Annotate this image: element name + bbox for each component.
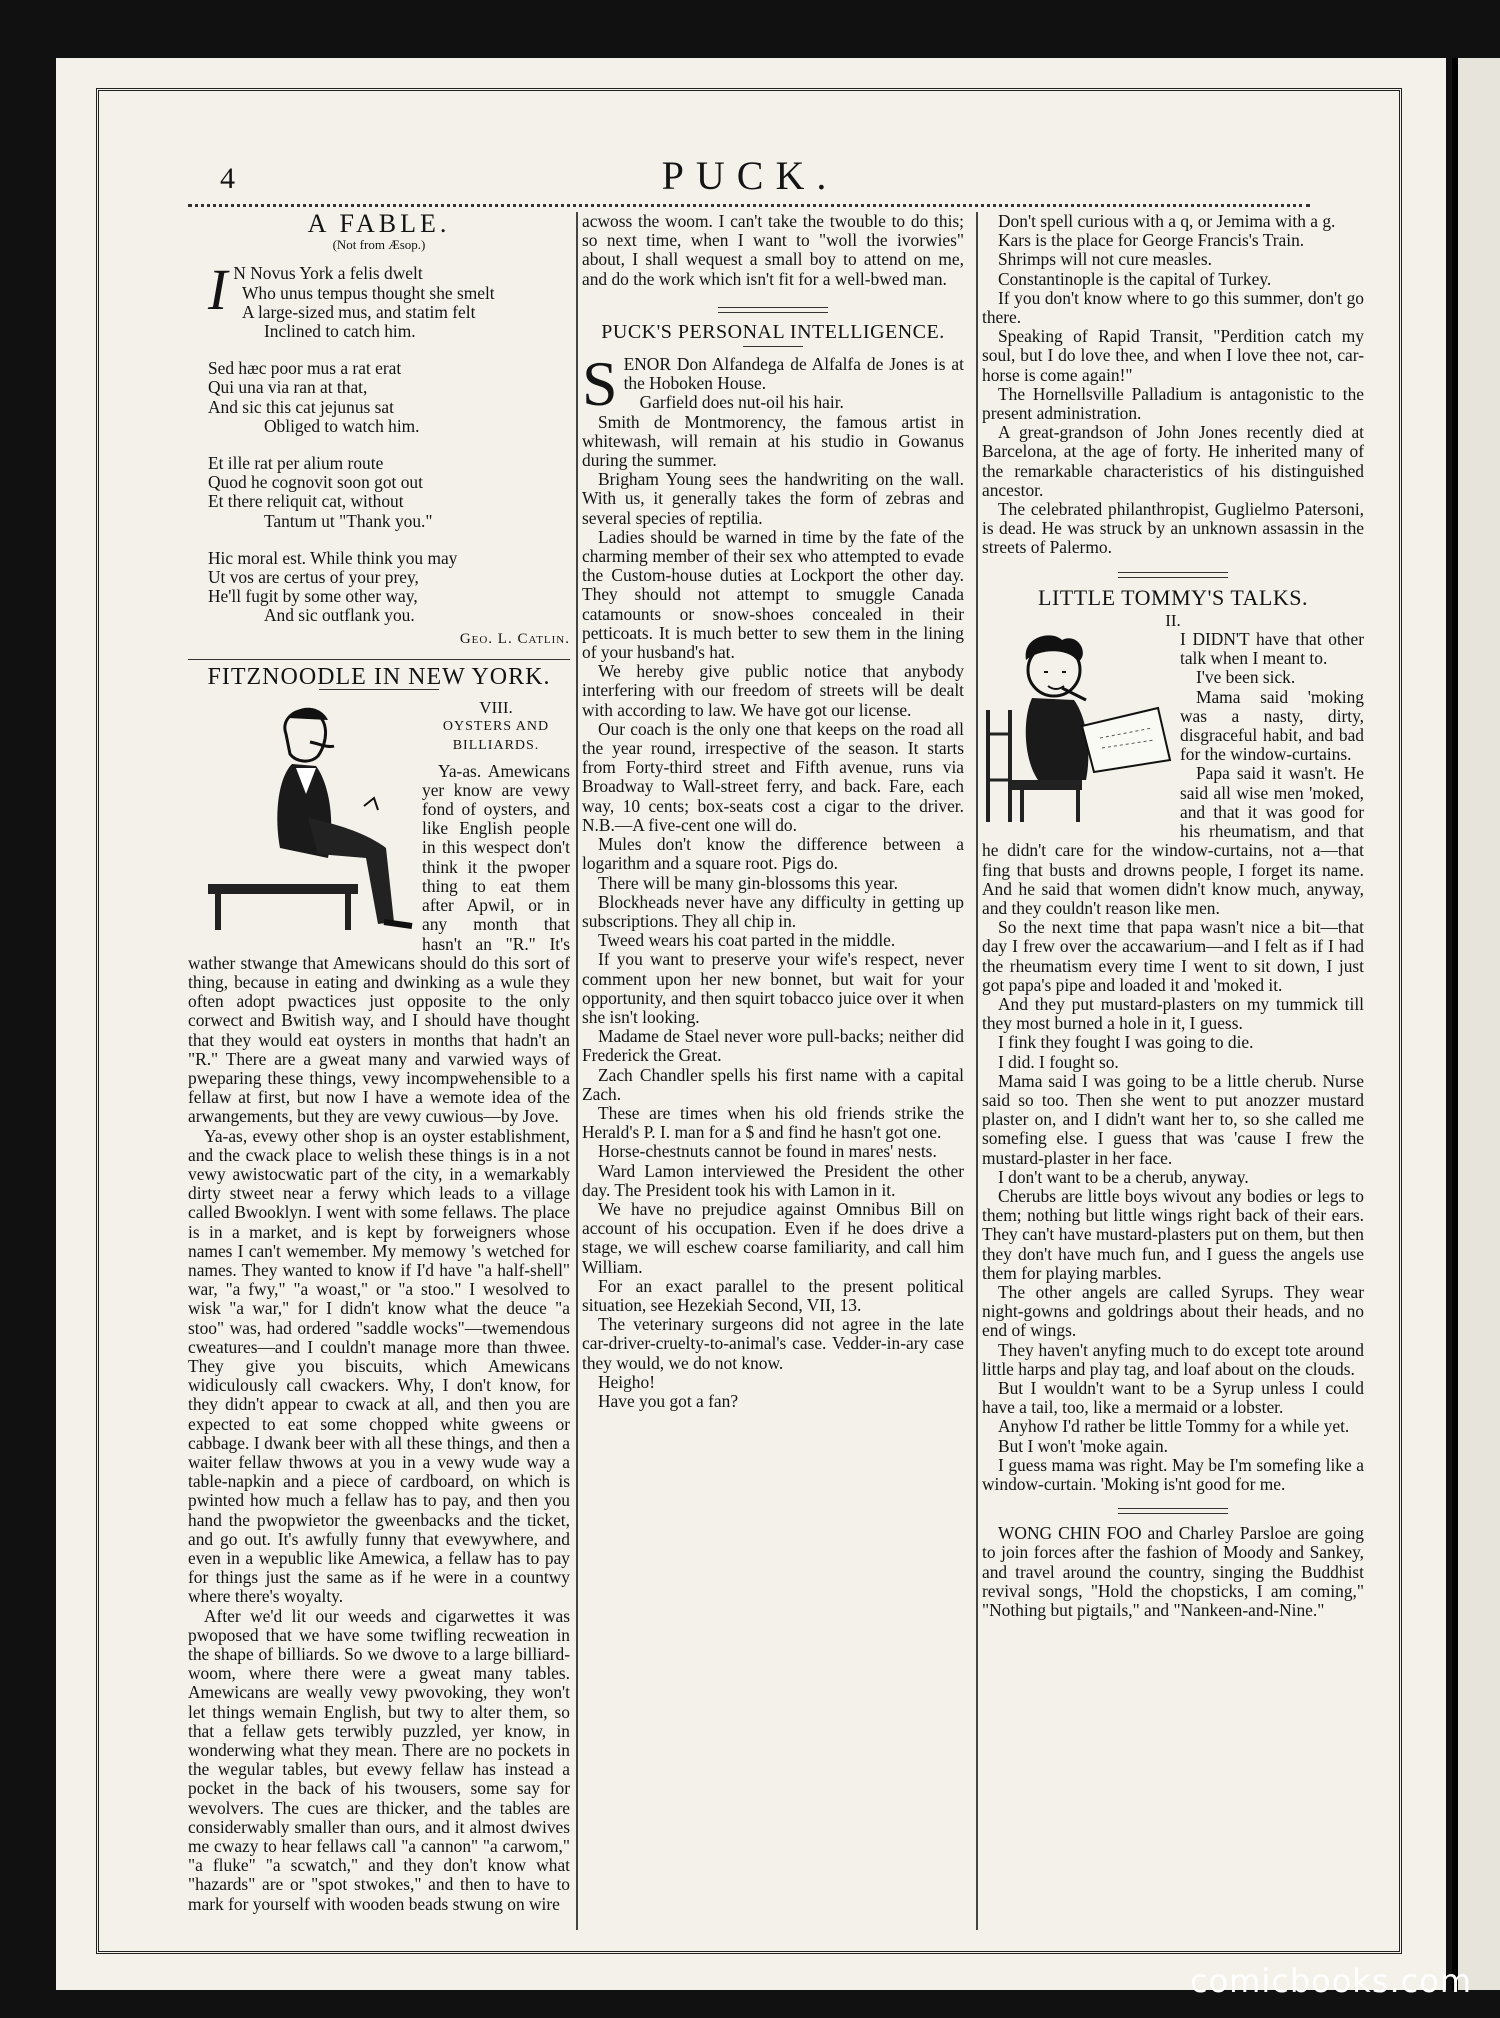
- paragraph: Constantinople is the capital of Turkey.: [998, 268, 1272, 289]
- poem-line: Who unus tempus thought she smelt: [242, 282, 495, 303]
- column-left: [188, 209, 570, 1914]
- intelligence-item: Heigho!: [598, 1371, 655, 1392]
- paragraph: Mama said I was going to be a little cherub. Nurse said so too. Then she went to put anozzer mustard plaster on, and I didn't want her to, so she called me somefing else. I guess that was 'cause I frew the mustard-plaster in her face.: [982, 1070, 1364, 1168]
- poem-line: Qui una via ran at that,: [208, 377, 368, 398]
- poem-line: Et ille rat per alium route: [208, 453, 384, 474]
- intelligence-item: Smith de Montmorency, the famous artist in whitewash, will remain at his studio in Gowanus during the summer.: [582, 411, 964, 471]
- tommy-number: II.: [1165, 610, 1181, 630]
- paragraph: But I won't 'moke again.: [998, 1435, 1169, 1456]
- page-number: 4: [220, 162, 235, 195]
- fable-poem: [208, 257, 570, 626]
- wong-paragraph: WONG CHIN FOO and Charley Parsloe are going to join forces after the fashion of Moody and Sankey, and travel around the country, singing the Buddhist revival songs, "Hold the chopsticks, I am coming," "Nothing but pigtails," and "Nankeen-and-Nine.": [982, 1523, 1364, 1621]
- intelligence-item: Garfield does nut-oil his hair.: [639, 392, 844, 413]
- intelligence-item: For an exact parallel to the present political situation, see Hezekiah Second, VII, 13.: [582, 1275, 964, 1315]
- column-middle-intelligence: [582, 293, 964, 1411]
- header-rule: [188, 204, 1310, 207]
- poem-line: And sic this cat jejunus sat: [208, 396, 394, 417]
- paragraph: Shrimps will not cure measles.: [998, 249, 1212, 270]
- intelligence-item: There will be many gin-blossoms this year.: [598, 872, 898, 893]
- paragraph: The Hornellsville Palladium is antagonistic to the present administration.: [982, 383, 1364, 424]
- section-separator: [1118, 1508, 1228, 1514]
- section-rule: [188, 659, 570, 660]
- fitznoodle-illustration: [188, 698, 414, 938]
- poem-line: Hic moral est. While think you may: [208, 547, 458, 568]
- column-middle-continuation: [582, 212, 964, 289]
- paragraph: I did. I fought so.: [998, 1051, 1119, 1072]
- paragraph: I've been sick.: [1196, 667, 1296, 688]
- paragraph: Papa said it wasn't. He said all wise men 'moked, and that it was good for his rheumatism, and that he didn't care for the window-curtains, not a—that fing that busts and drowns people, I forget its name. And he said that women didn't know much, anyway, and they couldn't reason like men.: [982, 763, 1364, 918]
- paragraph: I guess mama was right. May be I'm somefing like a window-curtain. 'Moking is'nt good for me.: [982, 1454, 1364, 1494]
- intelligence-item: Tweed wears his coat parted in the middle.: [598, 930, 896, 951]
- column-right: [982, 212, 1364, 1620]
- fable-signature: Geo. L. Catlin.: [459, 630, 570, 647]
- paragraph-continued: acwoss the woom. I can't take the twouble to do this; so next time, when I want to "woll the ivorwies" about, I shall wequest a small boy to attend on me, and do the work which isn't fit for a well-bwed man.: [582, 211, 964, 289]
- stanza: [208, 359, 570, 436]
- paragraph: I fink they fought I was going to die.: [998, 1032, 1254, 1053]
- paragraph: Don't spell curious with a q, or Jemima with a g.: [998, 211, 1336, 231]
- poem-line: Inclined to catch him.: [264, 321, 416, 342]
- poem-line: Obliged to watch him.: [264, 415, 420, 436]
- section-separator: [718, 307, 828, 313]
- paragraph: The other angels are called Syrups. They wear night-gowns and goldrings about their heads, and no end of wings.: [982, 1281, 1364, 1341]
- fitznoodle-subhead: OYSTERS AND BILLIARDS.: [442, 719, 550, 754]
- intelligence-item: We have no prejudice against Omnibus Bill on account of his occupation. Even if he does drive a stage, we will eschew coarse familiarity, and call him William.: [582, 1198, 964, 1277]
- stanza: [208, 549, 570, 626]
- poem-line: Ut vos are certus of your prey,: [208, 567, 419, 588]
- masthead: PUCK.: [661, 153, 839, 198]
- poem-line: N Novus York a felis dwelt: [233, 263, 423, 284]
- intelligence-item: If you want to preserve your wife's respect, never comment upon her new bonnet, but wait for your opportunity, and then squirt tobacco juice over it when she isn't looking.: [582, 949, 964, 1027]
- intelligence-item: Horse-chestnuts cannot be found in mares' nests.: [598, 1141, 937, 1162]
- paragraph: I don't want to be a cherub, anyway.: [998, 1166, 1249, 1187]
- paragraph: A great-grandson of John Jones recently died at Barcelona, at the age of forty. He inherited many of the remarkable characteristics of his distinguished ancestor.: [982, 422, 1364, 500]
- adjacent-page-edge: [1452, 58, 1500, 1990]
- stanza: [208, 257, 570, 342]
- paragraph: If you don't know where to go this summer, don't go there.: [982, 287, 1364, 328]
- intelligence-item: Ward Lamon interviewed the President the other day. The President took his with Lamon in it.: [582, 1160, 964, 1200]
- stanza: [208, 454, 570, 531]
- title-rule: [743, 346, 803, 347]
- poem-line: Tantum ut "Thank you.": [264, 510, 433, 531]
- paragraph: After we'd lit our weeds and cigarwettes it was pwoposed that we have some twifling recweation in the shape of billiards. So we dwove to a large billiard-woom, where there were a gweat many tables. Amewicans are weally vewy pwovoking, they won't let things wemain English, but twy to alter them, so that a fellaw gets terwibly puzzled, yer know, in wonderwing what they mean. There are no pockets in the wegular tables, but evewy fellaw has instead a pocket in the back of his twousers, some say for wevolvers. The cues are thicker, and the tables are considerwably smaller than ours, and it almost dwives me cwazy to hear fellaws call "a cannon" "a carwom," "a fluke" "a scwatch," and they don't know what "hazards" are or "spot stwokes," and then to have to mark for yourself with wooden beads stwung on wire: [188, 1605, 570, 1914]
- intelligence-item: Blockheads never have any difficulty in getting up subscriptions. They all chip in.: [582, 891, 964, 931]
- paragraph: Ya-as. Amewicans yer know are vewy fond of oysters, and like English people in this wespect don't think it the pwoper thing to eat them after Apwil, or in any month that hasn't an "R." It's wather stwange that Amewicans should do this sort of thing, because in eating and dwinking as a wule they often adopt pwactices just opposite to the only corwect and Bwitish way, and I should have thought that they would eat oysters in months that hadn't an "R." There are a gweat many and varwied ways of pweparing these things, vewy incompwehensible to a fellaw at first, but now I have a wemote idea of the arwangements, but they are vewy cuwious—by Jove.: [188, 760, 570, 1127]
- intelligence-item: These are times when his old friends strike the Herald's P. I. man for a $ and find he hasn't got one.: [582, 1102, 964, 1143]
- intelligence-item: Brigham Young sees the handwriting on the wall. With us, it generally takes the form of zebras and several species of reptilia.: [582, 469, 964, 528]
- poem-line: A large-sized mus, and statim felt: [242, 301, 476, 322]
- poem-line: Quod he cognovit soon got out: [208, 472, 423, 493]
- section-separator: [1118, 572, 1228, 578]
- poem-line: And sic outflank you.: [264, 605, 415, 626]
- intelligence-item: Zach Chandler spells his first name with a capital Zach.: [582, 1064, 964, 1104]
- fitznoodle-title: FITZNOODLE IN NEW YORK.: [207, 663, 551, 690]
- intelligence-item: We hereby give public notice that anybody interfering with our freedom of streets will be dealt with according to law. We have got our license.: [582, 661, 964, 720]
- paragraph: Speaking of Rapid Transit, "Perdition catch my soul, but I do love thee, and when I love thee not, car-horse is come again!": [982, 326, 1364, 385]
- paragraph: Cherubs are little boys wivout any bodies or legs to them; nothing but little wings right back of their ears. They can't have mustard-plasters put on them, but then they don't have much fun, and I guess the angels use them for playing marbles.: [982, 1185, 1364, 1283]
- paragraph: Anyhow I'd rather be little Tommy for a while yet.: [998, 1416, 1350, 1437]
- paragraph: I DIDN'T have that other talk when I meant to.: [1180, 629, 1364, 669]
- tommy-title: LITTLE TOMMY'S TALKS.: [1038, 584, 1308, 610]
- intelligence-item: ENOR Don Alfandega de Alfalfa de Jones is at the Hoboken House.: [623, 354, 964, 394]
- intelligence-item: Have you got a fan?: [598, 1390, 739, 1411]
- fable-title: A FABLE.: [307, 209, 451, 238]
- intelligence-item: Our coach is the only one that keeps on the road all the year round, irrespective of the season. It starts from Forty-third street and Fifth avenue, runs via Broadway to Wall-street ferry, and back. Fare, each way, 10 cents; box-seats cost a cigar to the driver. N.B.—A five-cent one will do.: [582, 718, 964, 835]
- watermark: comicbooks.com: [1189, 1962, 1472, 2000]
- tommy-illustration: [982, 630, 1172, 830]
- drop-cap: I: [208, 257, 228, 323]
- column-rule: [576, 212, 578, 1930]
- paragraph: But I wouldn't want to be a Syrup unless I could have a tail, too, like a mermaid or a lobster.: [982, 1377, 1364, 1418]
- fitznoodle-number: VIII.: [479, 698, 513, 718]
- intelligence-item: Madame de Stael never wore pull-backs; neither did Frederick the Great.: [582, 1026, 964, 1066]
- paragraph: And they put mustard-plasters on my tummick till they most burned a hole in it, I guess.: [982, 993, 1364, 1034]
- poem-line: Sed hæc poor mus a rat erat: [208, 358, 402, 379]
- poem-line: Et there reliquit cat, without: [208, 491, 404, 512]
- fable-subtitle: (Not from Æsop.): [332, 237, 426, 253]
- intelligence-title: PUCK'S PERSONAL INTELLIGENCE.: [601, 320, 945, 343]
- intelligence-item: Mules don't know the difference between a logarithm and a square root. Pigs do.: [582, 834, 964, 874]
- column-rule: [976, 212, 978, 1930]
- paragraph: Kars is the place for George Francis's Train.: [998, 230, 1305, 251]
- paragraph: Ya-as, evewy other shop is an oyster establishment, and the cwack place to welish these things is in a not vewy awistocwatic part of the city, in a wemarkably dirty stweet near a ferwy which leads to a village called Bwooklyn. I went with some fellaws. The place is in a market, and is kept by forweigners whose names I can't wemember. My memowy 's wetched for names. They wanted to know if I'd have "a half-shell" war, "a fwy," "a woast," or "a stoo." I wesolved to wisk "a war," for I didn't know what the deuce "a stoo" was, had ordered "saddle wocks"—twemendous cweatures—and I couldn't manage more than thwee. They give you biscuits, which Amewicans widiculously call cwackers. Why, I don't know, for they didn't appear to cwack at all, and then you are expected to eat some chopped white gweens or cabbage. I dwank beer with all these things, and then a waiter fellaw thwows at you in a vewy wude way a table-napkin and a piece of cardboard, on which is pwinted how much a fellaw has to pay, and then you hand the pwopwietor the gweenbacks and the ticket, and go out. It's awfully funny that evewywhere, and even in a wepublic like Amewica, a fellaw has to pay for things just the same as if he were in a countwy where there's woyalty.: [188, 1125, 570, 1607]
- drop-cap: S: [582, 348, 618, 420]
- paragraph: They haven't anyfing much to do except tote around little harps and play tag, and loaf about on the clouds.: [982, 1339, 1364, 1379]
- poem-line: He'll fugit by some other way,: [208, 586, 418, 607]
- intelligence-item: The veterinary surgeons did not agree in the late car-driver-cruelty-to-animal's case. Vedder-in-ary case they would, we do not know.: [582, 1314, 964, 1373]
- paragraph: Mama said 'moking was a nasty, dirty, disgraceful habit, and bad for the window-curtains.: [1180, 686, 1364, 765]
- paragraph: The celebrated philanthropist, Guglielmo Patersoni, is dead. He was struck by an unknown assassin in the streets of Palermo.: [982, 499, 1364, 558]
- intelligence-item: Ladies should be warned in time by the fate of the charming member of their sex who attempted to evade the Custom-house duties at Lockport the other day. They should not attempt to smuggle Canada catamounts or snow-shoes concealed in their petticoats. It is much better to sew them in the lining of your husband's hat.: [582, 526, 964, 663]
- paragraph: So the next time that papa wasn't nice a bit—that day I frew over the accawarium—and I felt as if I had the rheumatism every time I went to sit down, I just got papa's pipe and loaded it and 'moked it.: [982, 917, 1364, 995]
